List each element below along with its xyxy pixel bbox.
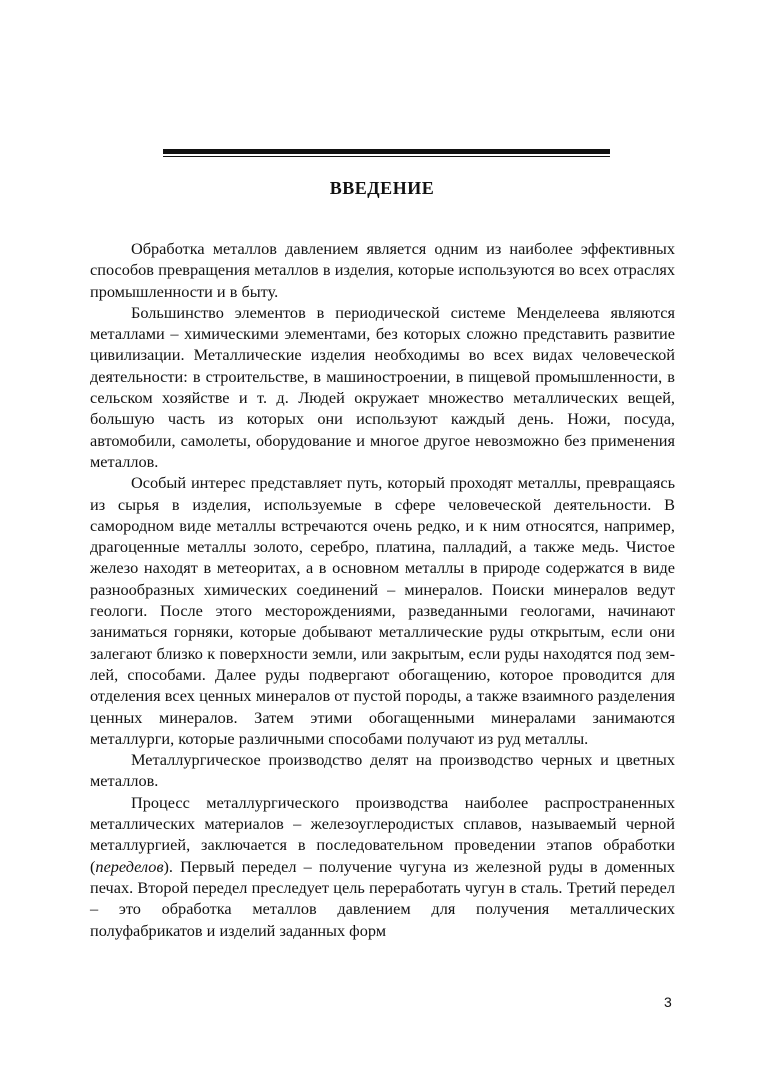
paragraph-4: Металлургическое производство делят на производство черных и цветных металлов. bbox=[90, 750, 675, 791]
paragraph-2: Большинство элементов в периодической системе Менделеева являются металлами – химическими элементами, без которых сложно представить развитие цивилизации. Металлические изделия необходимы во всех видах человеческой деятельности: в строительстве, в машиностроении, в пищевой промышленности, в сельском хозяйстве и т. д. Людей окружает множество металлических вещей, большую часть из которых они используют каждый день. Ножи, посуда, автомобили, самолеты, оборудование и многое другое невозможно без применения металлов. bbox=[90, 302, 675, 471]
header-rule-thick bbox=[163, 149, 610, 154]
emphasized-term: переделов bbox=[95, 856, 164, 876]
paragraph-5-part-1: Процесс металлургического производства наиболее распространенных металлических материалов – железоуглеродистых сплавов, называемый черной металлургией, заключается в последовательном проведении этапов обработки ( bbox=[90, 792, 675, 876]
paragraph-5 bbox=[90, 792, 675, 941]
page-number: 3 bbox=[664, 994, 672, 1010]
body-text bbox=[90, 238, 675, 941]
header-rule-thin bbox=[163, 156, 610, 157]
page-title: ВВЕДЕНИЕ bbox=[329, 178, 435, 198]
paragraph-1: Обработка металлов давлением является одним из наиболее эффективных способов превращения металлов в изделия, которые используются во всех отраслях промышленности и в быту. bbox=[90, 239, 675, 301]
paragraph-3: Особый интерес представляет путь, который проходят металлы, превращаясь из сырья в изделия, используемые в сфере человеческой деятельности. В самородном виде металлы встречаются очень редко, и к ним относятся, например, драгоценные металлы золото, серебро, платина, палладий, а также медь. Чистое железо находят в метеоритах, а в основном металлы в природе содержатся в виде разнообразных химических соединений – минералов. Поиски минералов ведут геологи. После этого месторождениями, разведанными геологами, начинают заниматься горняки, которые добывают металлические руды открытым, если они залегают близко к поверхности земли, или закрытым, если руды находятся под землей, способами. Далее руды подвергают обогащению, которое проводится для отделения всех ценных минералов от пустой породы, а также взаимного разделения ценных минералов. Затем этими обогащенными минералами занимаются металлурги, которые различными способами получают из руд металлы. bbox=[90, 473, 675, 748]
paragraph-5-part-2: ). Первый передел – получение чугуна из железной руды в доменных печах. Второй передел преследует цель переработать чугун в сталь. Третий передел – это обработка металлов давлением для получения металлических полуфабрикатов и изделий заданных форм bbox=[90, 856, 675, 940]
